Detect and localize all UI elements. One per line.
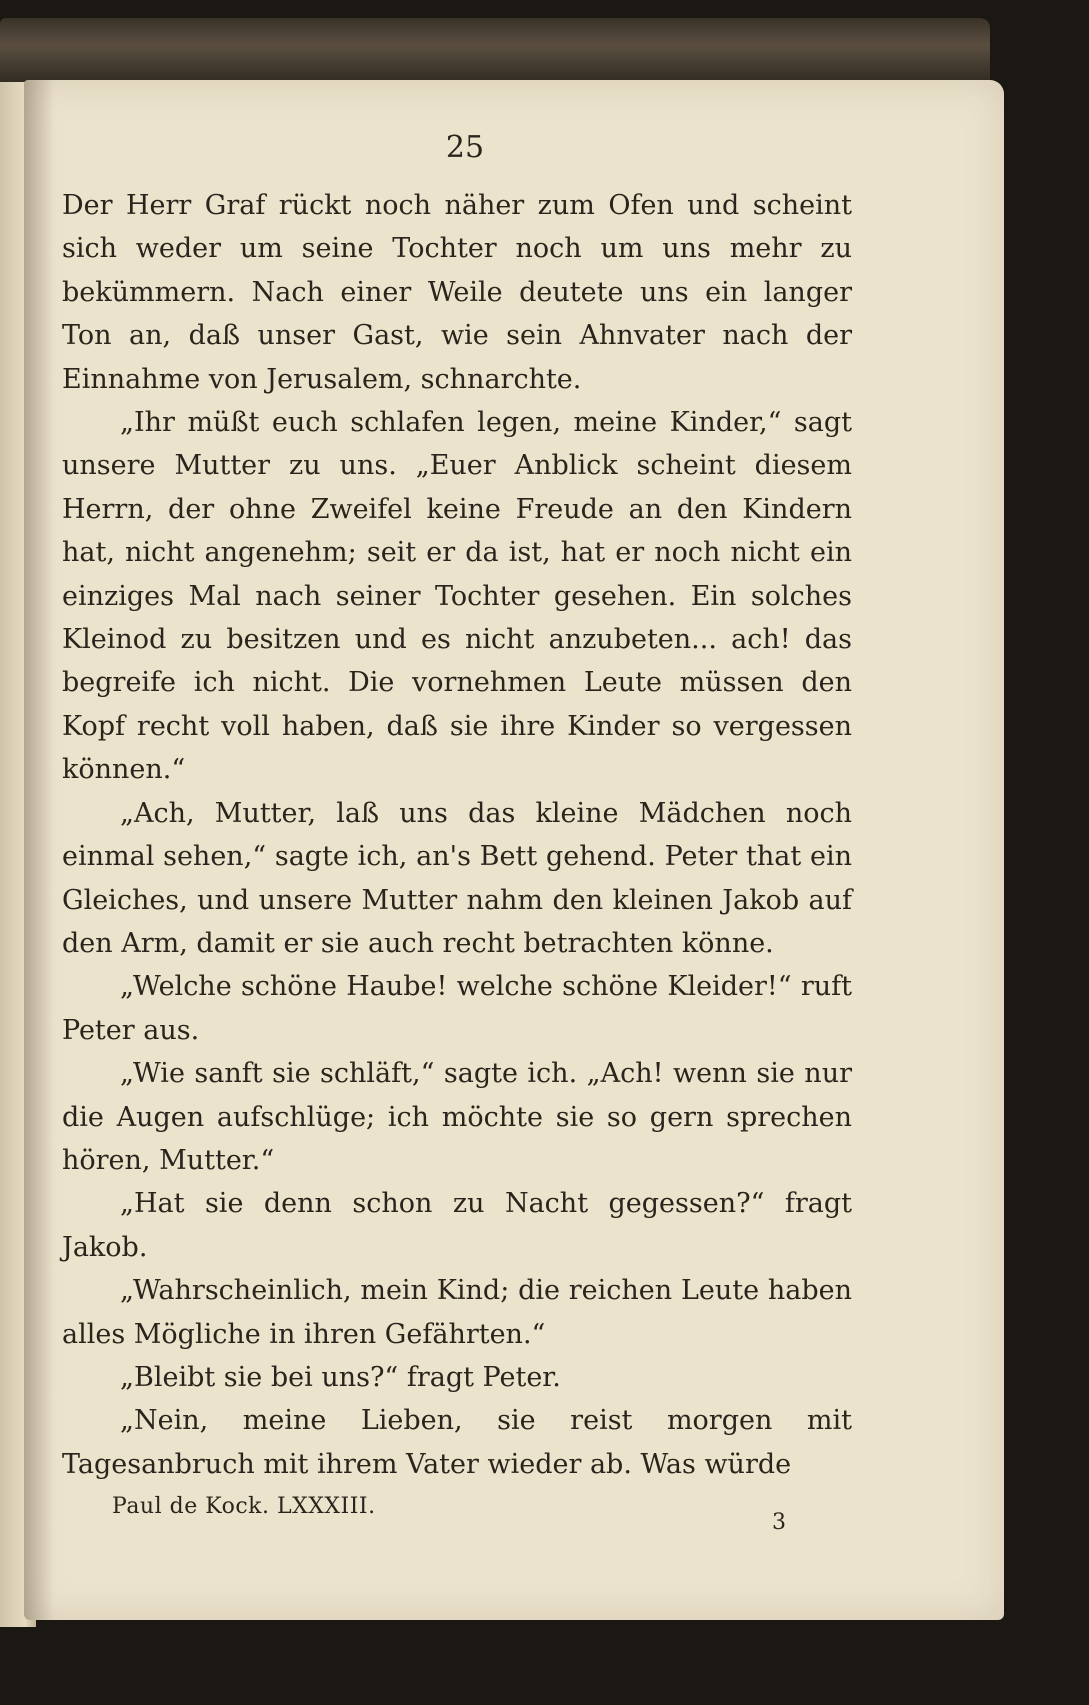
paragraph: Der Herr Graf rückt noch näher zum Ofen und scheint sich weder um seine Tochter noch um uns mehr zu bekümmern. Nach einer Weile deutete uns ein langer Ton an, daß unser Gast, wie sein Ahnvater nach der Einnahme von Jerusalem, schnarchte.	[62, 190, 852, 395]
printer-signature: Paul de Kock. LXXXIII.	[112, 1494, 376, 1519]
gutter-shadow	[24, 80, 54, 1620]
book-top-edge	[0, 18, 990, 86]
paragraph: „Wahrscheinlich, mein Kind; die reichen Leute haben alles Mögliche in ihren Gefährten.“	[62, 1275, 852, 1350]
paragraph: „Hat sie denn schon zu Nacht gegessen?“ fragt Jakob.	[62, 1188, 852, 1263]
paragraph: „Bleibt sie bei uns?“ fragt Peter.	[120, 1361, 561, 1393]
paragraph: „Nein, meine Lieben, sie reist morgen mit Tagesanbruch mit ihrem Vater wieder ab. Was würde	[62, 1405, 852, 1480]
page-number: 25	[445, 130, 485, 165]
paragraph: „Ihr müßt euch schlafen legen, meine Kinder,“ sagt unsere Mutter zu uns. „Euer Anblick scheint diesem Herrn, der ohne Zweifel keine Freude an den Kindern hat, nicht angenehm; seit er da ist, hat er noch nicht ein einziges Mal nach seiner Tochter gesehen. Ein solches Kleinod zu besitzen und es nicht anzubeten... ach! das begreife ich nicht. Die vornehmen Leute müssen den Kopf recht voll haben, daß sie ihre Kinder so vergessen können.“	[62, 407, 852, 786]
paragraph: „Ach, Mutter, laß uns das kleine Mädchen noch einmal sehen,“ sagte ich, an's Bett gehend. Peter that ein Gleiches, und unsere Mutter nahm den kleinen Jakob auf den Arm, damit er sie auch recht betrachten könne.	[62, 797, 852, 959]
paragraph: „Wie sanft sie schläft,“ sagte ich. „Ach! wenn sie nur die Augen aufschlüge; ich möchte sie so gern sprechen hören, Mutter.“	[62, 1058, 852, 1176]
sheet-number: 3	[772, 1510, 786, 1535]
body-text	[62, 184, 852, 1486]
paragraph: „Welche schöne Haube! welche schöne Kleider!“ ruft Peter aus.	[62, 971, 852, 1046]
